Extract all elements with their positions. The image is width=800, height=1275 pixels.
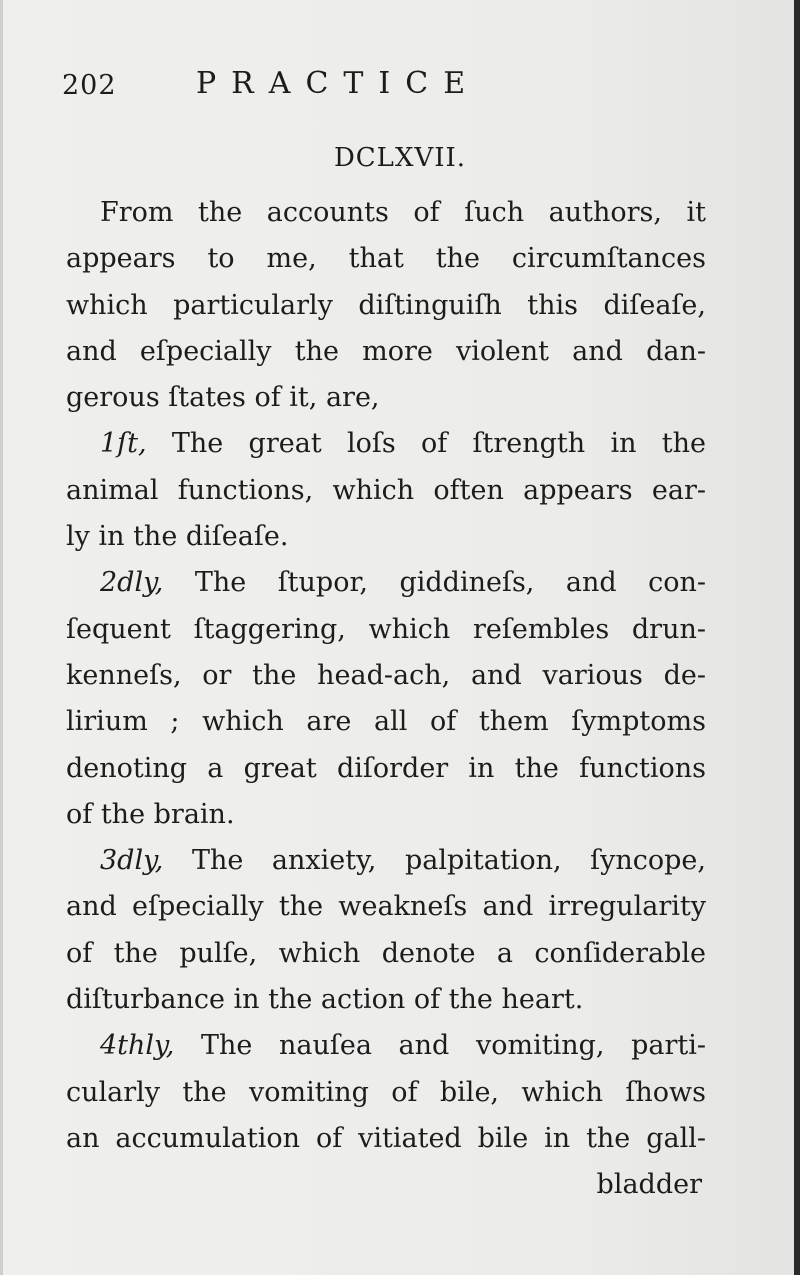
text-line: animal functions, which often appears ear- — [66, 474, 706, 506]
paragraph — [66, 560, 706, 838]
text-line: ſequent ſtaggering, which reſembles drun- — [66, 613, 706, 645]
ordinal: 2dly, — [100, 567, 164, 599]
text-line — [66, 1023, 706, 1069]
text-line: kenneſs, or the head-ach, and various de- — [66, 659, 706, 691]
text-line: and eſpecially the weakneſs and irregularity — [66, 891, 706, 923]
page-header — [62, 66, 702, 106]
text-line: of the pulſe, which denote a conſiderable — [66, 937, 706, 969]
paragraph — [66, 1023, 706, 1162]
page-right-edge — [794, 0, 800, 1275]
text-line — [66, 421, 706, 467]
page-left-edge — [0, 0, 3, 1275]
text-line: an accumulation of vitiated bile in the gall- — [66, 1122, 706, 1154]
line-text: The anxiety, palpitation, ſyncope, — [163, 845, 706, 877]
text-line: appears to me, that the circumſtances — [66, 243, 706, 275]
section-number: DCLXVII. — [333, 143, 467, 173]
paragraph — [66, 838, 706, 1023]
text-line: From the accounts of ſuch authors, it — [100, 197, 706, 228]
line-text: The nauſea and vomiting, parti- — [174, 1030, 706, 1062]
ordinal: 4thly, — [100, 1030, 175, 1062]
ordinal: 3dly, — [100, 845, 164, 877]
line-text: The great loſs of ſtrength in the — [146, 428, 706, 460]
page-number: 202 — [62, 70, 117, 101]
ordinal: 1ſt, — [100, 428, 147, 460]
paragraph — [66, 421, 706, 560]
text-line: denoting a great diſorder in the functions — [66, 752, 706, 784]
text-line: gerous ſtates of it, are, — [66, 382, 380, 414]
text-line: which particularly diſtinguiſh this diſeaſe, — [66, 289, 706, 321]
text-line — [66, 560, 706, 606]
text-line: of the brain. — [66, 798, 235, 830]
text-line: ly in the diſeaſe. — [66, 521, 289, 553]
text-line: lirium ; which are all of them ſymptoms — [66, 706, 706, 738]
text-line: and eſpecially the more violent and dan- — [66, 335, 706, 367]
running-head: PRACTICE — [196, 66, 481, 101]
text-line — [66, 838, 706, 884]
line-text: The ſtupor, giddineſs, and con- — [163, 567, 706, 599]
paragraph — [66, 190, 706, 421]
catchword: bladder — [596, 1169, 702, 1201]
text-line: cularly the vomiting of bile, which ſhows — [66, 1076, 706, 1108]
body-text — [66, 190, 706, 1209]
text-line: diſturbance in the action of the heart. — [66, 984, 584, 1016]
